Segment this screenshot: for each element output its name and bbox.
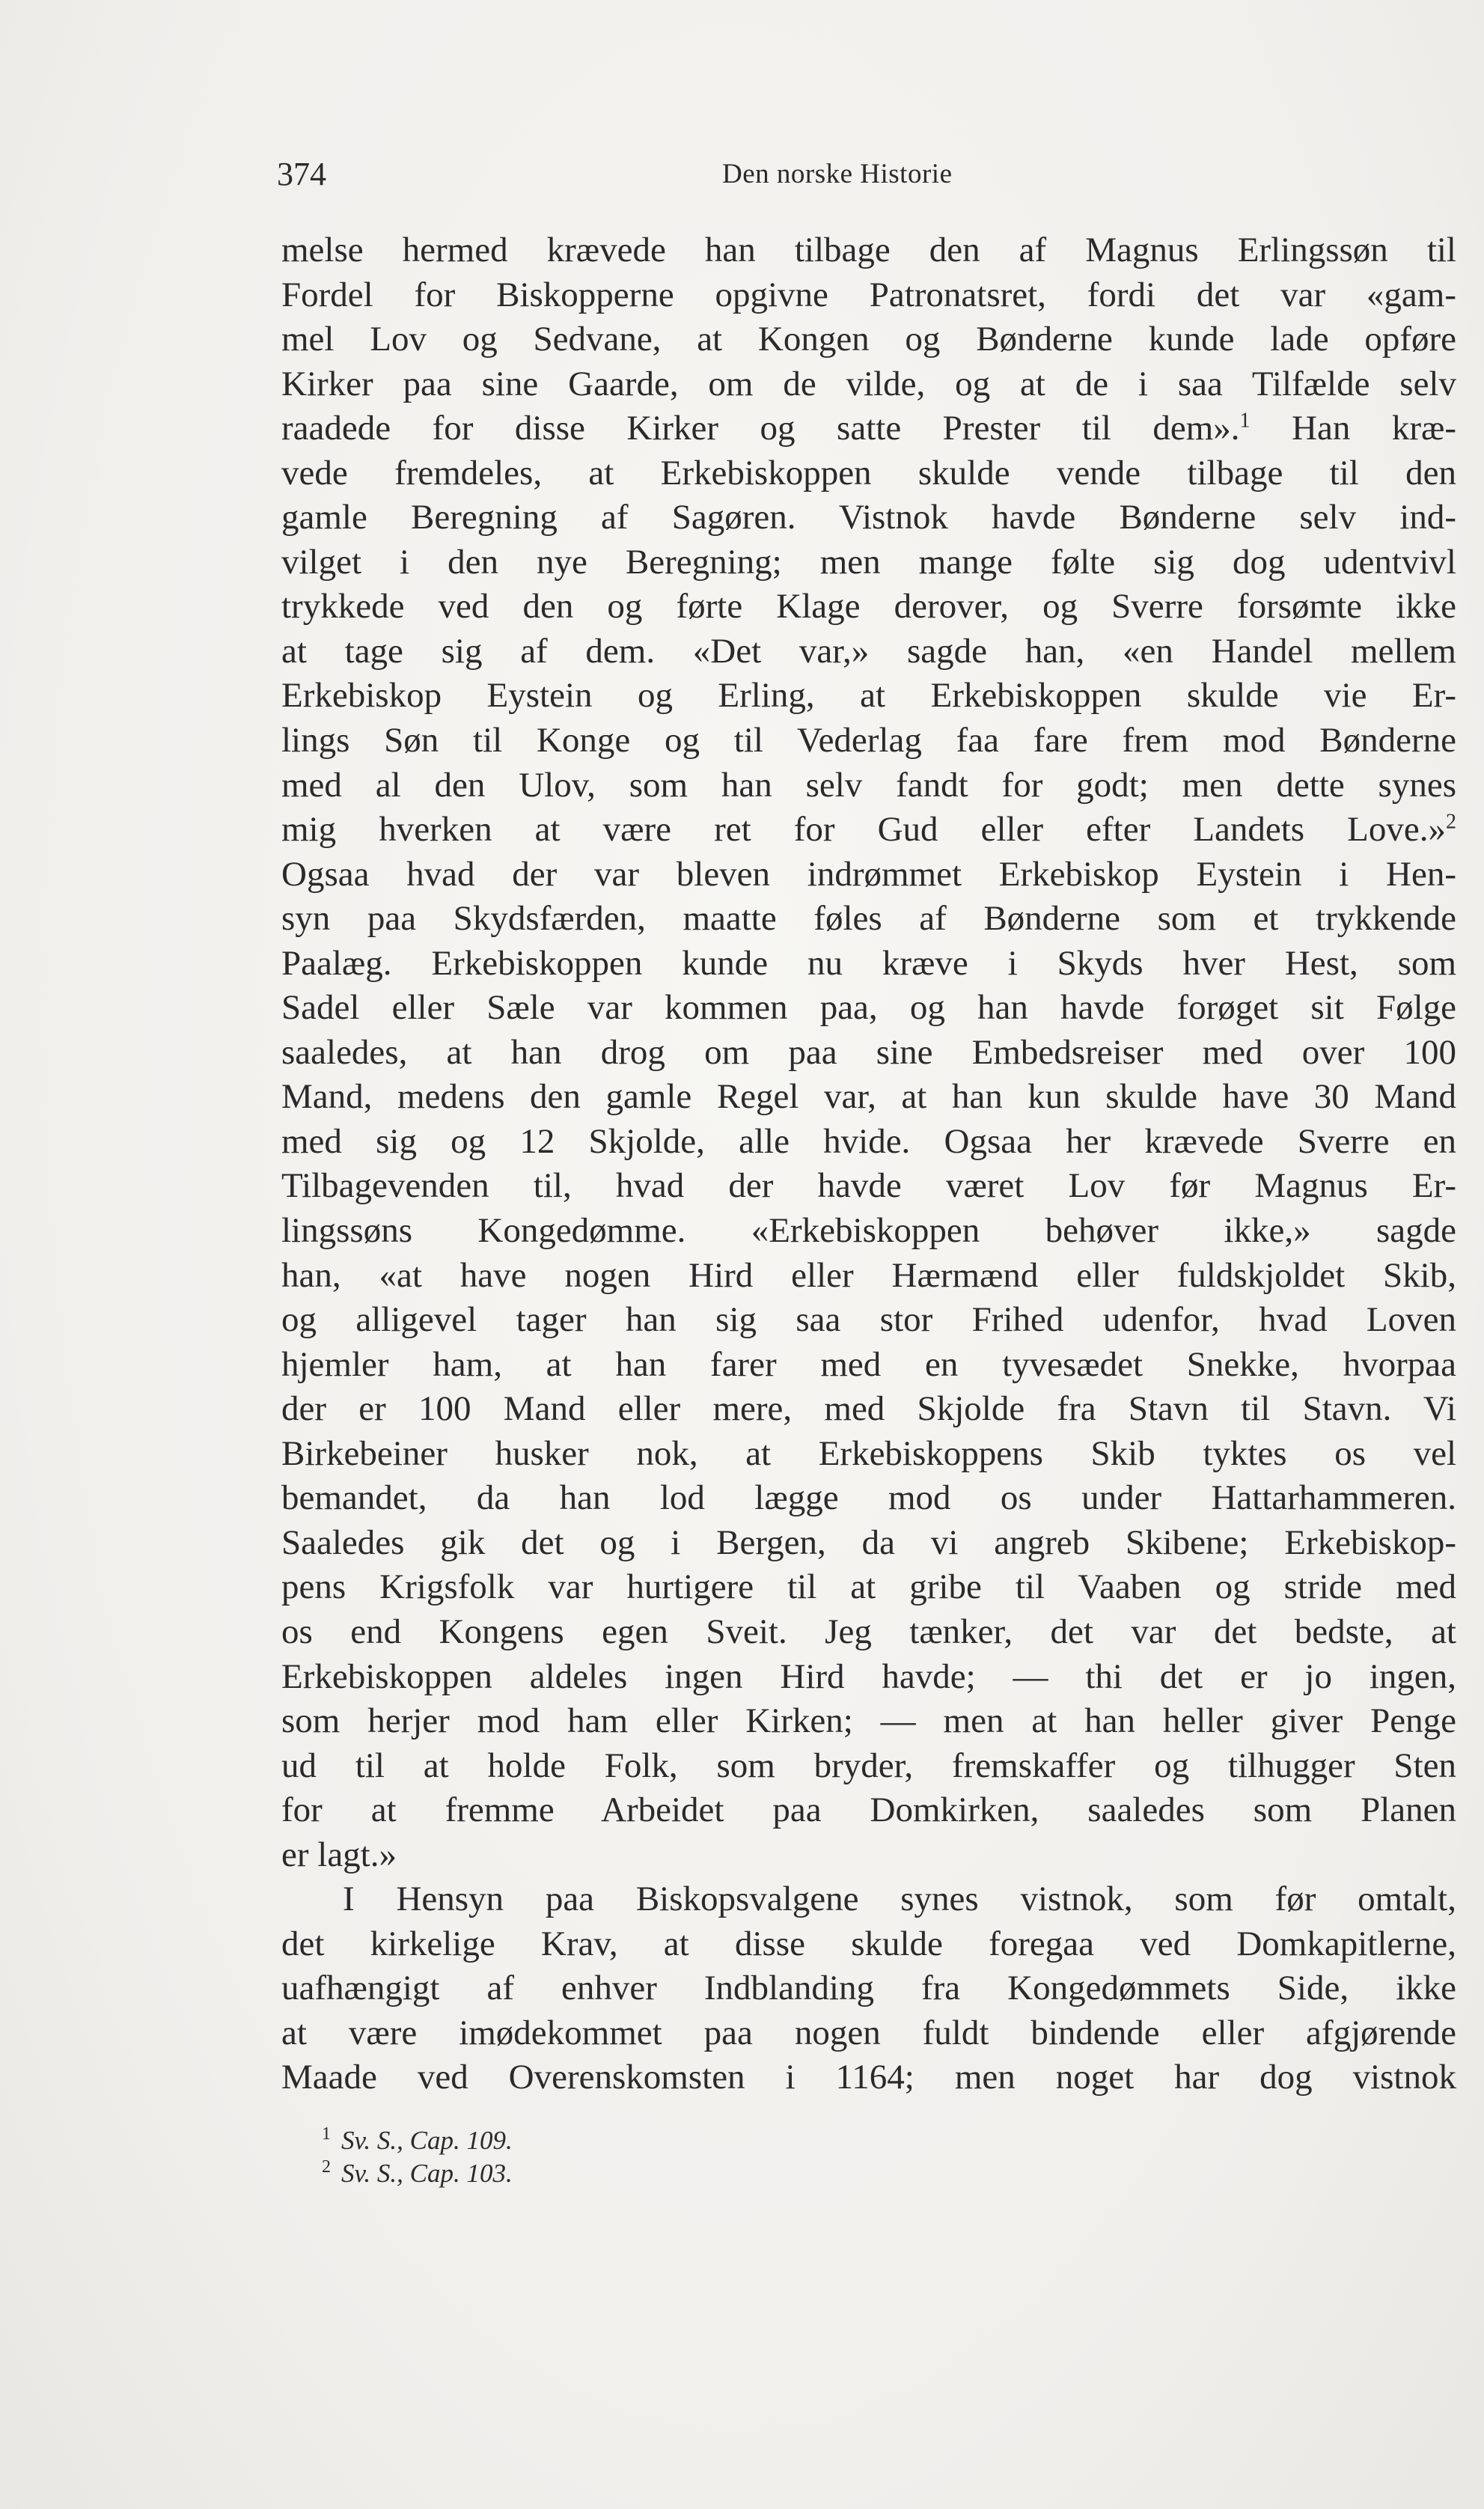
- text-line: Maade ved Overenskomsten i 1164; men noget har dog vistnok: [281, 2058, 1456, 2097]
- text-line: Paalæg. Erkebiskoppen kunde nu kræve i Skyds hver Hest, som: [281, 943, 1456, 983]
- text-line: os end Kongens egen Sveit. Jeg tænker, det var det bedste, at: [281, 1612, 1456, 1651]
- body-text: [281, 228, 1456, 2100]
- text-line: lingssøns Kongedømme. «Erkebiskoppen behøver ikke,» sagde: [281, 1211, 1456, 1251]
- text-line: Erkebiskoppen aldeles ingen Hird havde; — thi det er jo ingen,: [281, 1656, 1456, 1696]
- text-line: Ogsaa hvad der var bleven indrømmet Erkebiskop Eystein i Hen-: [281, 854, 1456, 894]
- text-segment: raadede for disse Kirker og satte Prester til dem».: [281, 409, 1240, 448]
- text-line: mel Lov og Sedvane, at Kongen og Bønderne kunde lade opføre: [281, 320, 1456, 359]
- text-line: saaledes, at han drog om paa sine Embedsreiser med over 100: [281, 1032, 1456, 1072]
- text-segment: mig hverken at være ret for Gud eller efter Landets Love.»: [281, 810, 1446, 850]
- text-line: ud til at holde Folk, som bryder, fremskaffer og tilhugger Sten: [281, 1746, 1456, 1785]
- text-line: Kirker paa sine Gaarde, om de vilde, og at de i saa Tilfælde selv: [281, 364, 1456, 403]
- footnote-text: Sv. S., Cap. 103.: [341, 2159, 513, 2188]
- text-line: Saaledes gik det og i Bergen, da vi angreb Skibene; Erkebiskop-: [281, 1522, 1456, 1562]
- text-line: uafhængigt af enhver Indblanding fra Kongedømmets Side, ikke: [281, 1969, 1456, 2008]
- footnote-number: 2: [322, 2157, 331, 2177]
- footnote-text: Sv. S., Cap. 109.: [341, 2126, 513, 2155]
- page-header: [277, 148, 1370, 201]
- text-line: at tage sig af dem. «Det var,» sagde han, «en Handel mellem: [281, 631, 1456, 671]
- footnote-ref-1: 1: [1239, 409, 1251, 433]
- text-line: er lagt.»: [281, 1835, 397, 1874]
- footnote-ref-2: 2: [1446, 810, 1456, 834]
- text-line: at være imødekommet paa nogen fuldt bindende eller afgjørende: [281, 2013, 1456, 2052]
- text-line: I Hensyn paa Biskopsvalgene synes vistnok, som før omtalt,: [343, 1880, 1456, 1919]
- text-line: lings Søn til Konge og til Vederlag faa fare frem mod Bønderne: [281, 721, 1456, 760]
- footnote: [322, 2157, 995, 2190]
- footnote-number: 1: [322, 2124, 331, 2144]
- text-line: Erkebiskop Eystein og Erling, at Erkebiskoppen skulde vie Er-: [281, 676, 1456, 716]
- text-line: vilget i den nye Beregning; men mange følte sig dog udentvivl: [281, 542, 1456, 582]
- text-line: trykkede ved den og førte Klage derover, og Sverre forsømte ikke: [281, 587, 1456, 627]
- text-line: Fordel for Biskopperne opgivne Patronatsret, fordi det var «gam-: [281, 275, 1456, 314]
- text-line: vede fremdeles, at Erkebiskoppen skulde vende tilbage til den: [281, 453, 1456, 493]
- text-line: gamle Beregning af Sagøren. Vistnok havde Bønderne selv ind-: [281, 498, 1456, 537]
- text-line: melse hermed krævede han tilbage den af Magnus Erlingssøn til: [281, 231, 1456, 269]
- text-line: [281, 808, 1456, 853]
- text-line: bemandet, da han lod lægge mod os under Hattarhammeren.: [281, 1478, 1456, 1518]
- text-line: Birkebeiner husker nok, at Erkebiskoppens Skib tyktes os vel: [281, 1433, 1456, 1473]
- footnote: [322, 2124, 995, 2157]
- text-line: med sig og 12 Skjolde, alle hvide. Ogsaa her krævede Sverre en: [281, 1121, 1456, 1161]
- text-line: for at fremme Arbeidet paa Domkirken, saaledes som Planen: [281, 1790, 1456, 1830]
- text-line: Tilbagevenden til, hvad der havde været Lov før Magnus Er-: [281, 1166, 1456, 1206]
- text-line: [281, 406, 1456, 451]
- text-segment: Han kræ-: [1292, 409, 1456, 448]
- running-head: Den norske Historie: [722, 159, 953, 189]
- text-line: pens Krigsfolk var hurtigere til at gribe til Vaaben og stride med: [281, 1567, 1456, 1607]
- text-line: det kirkelige Krav, at disse skulde foregaa ved Domkapitlerne,: [281, 1924, 1456, 1963]
- text-line: som herjer mod ham eller Kirken; — men at han heller giver Penge: [281, 1701, 1456, 1741]
- text-line: der er 100 Mand eller mere, med Skjolde fra Stavn til Stavn. Vi: [281, 1389, 1456, 1429]
- text-line: syn paa Skydsfærden, maatte føles af Bønderne som et trykkende: [281, 899, 1456, 939]
- text-line: og alligevel tager han sig saa stor Frihed udenfor, hvad Loven: [281, 1300, 1456, 1340]
- text-line: hjemler ham, at han farer med en tyvesædet Snekke, hvorpaa: [281, 1344, 1456, 1384]
- text-line: Sadel eller Sæle var kommen paa, og han havde forøget sit Følge: [281, 988, 1456, 1028]
- footnotes: [322, 2124, 995, 2190]
- text-line: han, «at have nogen Hird eller Hærmænd eller fuldskjoldet Skib,: [281, 1255, 1456, 1295]
- page-number: 374: [277, 156, 326, 192]
- text-line: med al den Ulov, som han selv fandt for godt; men dette synes: [281, 765, 1456, 805]
- text-line: Mand, medens den gamle Regel var, at han kun skulde have 30 Mand: [281, 1077, 1456, 1117]
